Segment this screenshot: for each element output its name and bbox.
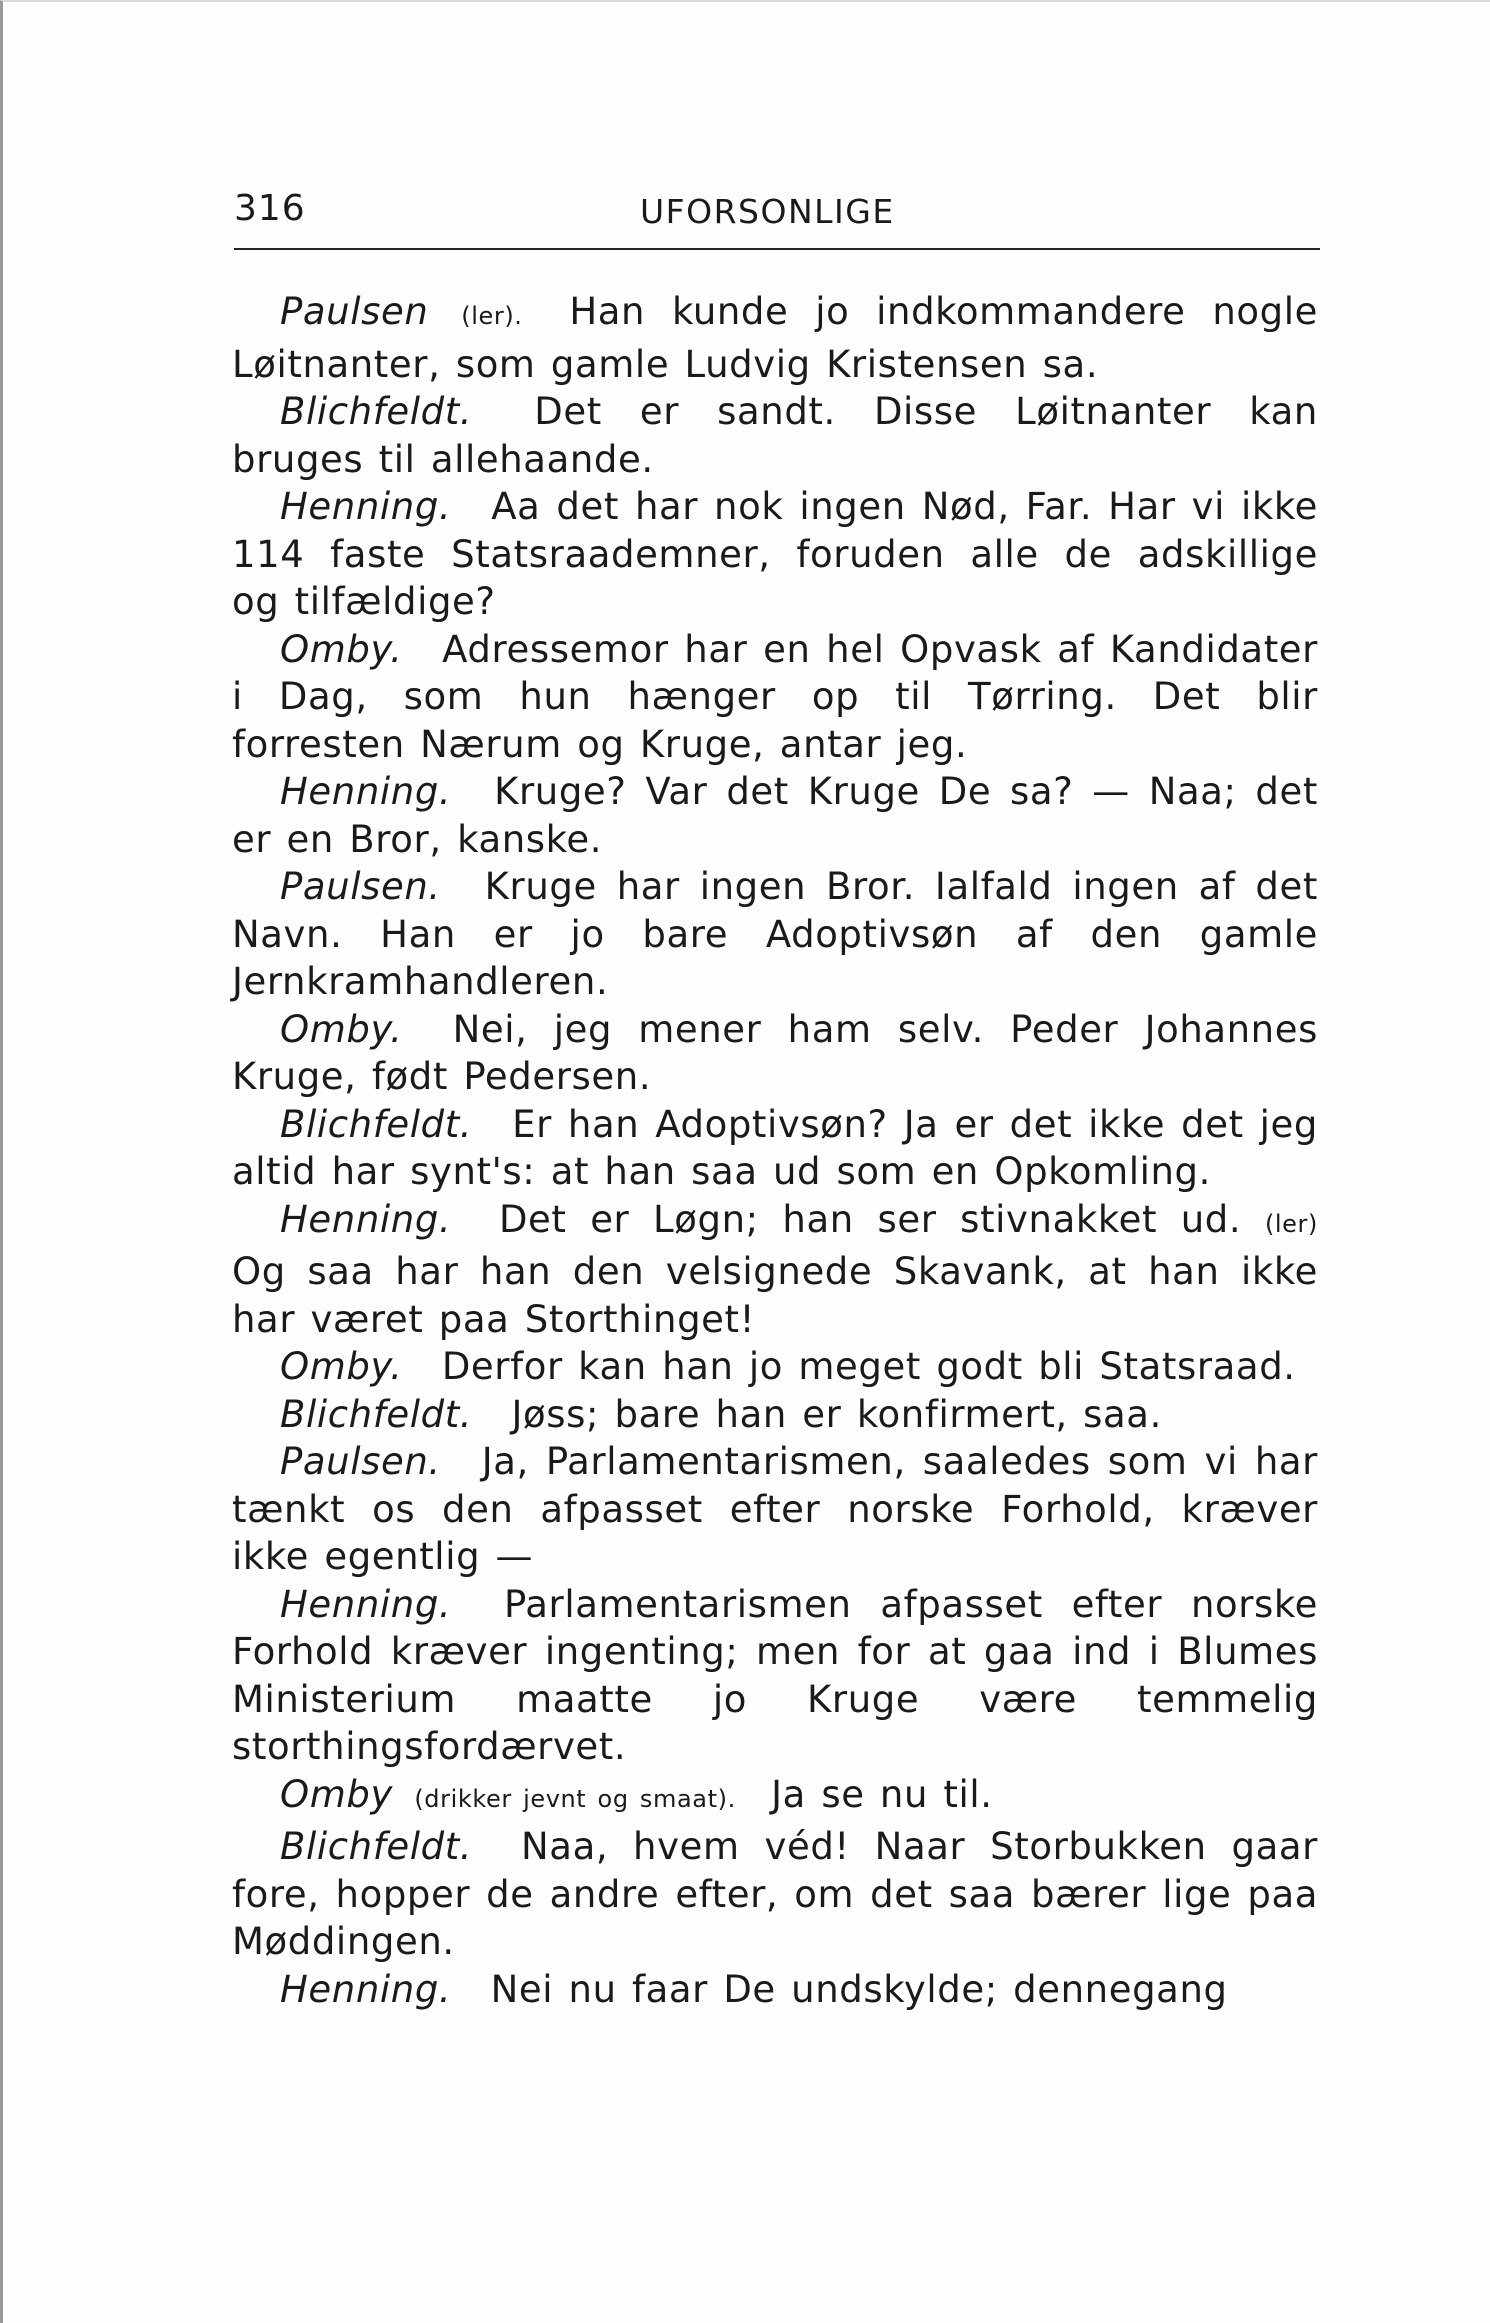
speaker-name: Henning. bbox=[280, 770, 452, 813]
speaker-name: Blichfeldt. bbox=[280, 1825, 473, 1868]
speech-paragraph bbox=[232, 768, 1318, 863]
speech-text: Parlamentarismen afpasset efter norske Forhold kræver ingenting; men for at gaa ind i Blumes Ministerium maatte jo Kruge være temmelig storthingsfordærvet. bbox=[232, 1582, 1318, 1768]
speech-paragraph bbox=[232, 1006, 1318, 1101]
speaker-name: Henning. bbox=[280, 485, 452, 528]
stage-direction: (ler). bbox=[461, 302, 523, 330]
speech-paragraph bbox=[232, 1823, 1318, 1966]
speaker-name: Omby. bbox=[280, 627, 403, 671]
speaker-name: Omby bbox=[280, 1772, 393, 1816]
speech-text: Aa det har nok ingen Nød, Far. Har vi ikke 114 faste Statsraademner, foruden alle de adskillige og tilfældige? bbox=[232, 485, 1318, 623]
speech-paragraph bbox=[232, 1581, 1318, 1771]
speech-paragraph bbox=[232, 288, 1318, 388]
running-title: UFORSONLIGE bbox=[640, 192, 895, 231]
speech-paragraph bbox=[232, 483, 1318, 626]
speaker-name: Blichfeldt. bbox=[280, 1392, 473, 1436]
speech-text: Naa, hvem véd! Naar Storbukken gaar fore, hopper de andre efter, om det saa bærer lige paa Møddingen. bbox=[232, 1825, 1318, 1963]
speech-text: Det er sandt. Disse Løitnanter kan bruges til allehaande. bbox=[232, 390, 1318, 481]
speaker-name: Paulsen bbox=[280, 290, 429, 333]
speech-paragraph bbox=[232, 1391, 1318, 1439]
page-number: 316 bbox=[234, 188, 306, 229]
speech-text: Ja, Parlamentarismen, saaledes som vi har tænkt os den afpasset efter norske Forhold, kræver ikke egentlig — bbox=[232, 1440, 1318, 1578]
speech-text-continued: Og saa har han den velsignede Skavank, at han ikke har været paa Storthinget! bbox=[232, 1250, 1318, 1341]
speech-text: Ja se nu til. bbox=[771, 1772, 993, 1816]
speech-text: Er han Adoptivsøn? Ja er det ikke det jeg altid har synt's: at han saa ud som en Opkomling. bbox=[232, 1102, 1318, 1193]
speech-paragraph bbox=[232, 1966, 1318, 2014]
speech-paragraph bbox=[232, 1438, 1318, 1581]
speech-paragraph bbox=[232, 1196, 1318, 1344]
speech-text: Det er Løgn; han ser stivnakket ud. bbox=[498, 1197, 1242, 1241]
speaker-name: Henning. bbox=[280, 1967, 452, 2011]
speech-text: Kruge har ingen Bror. Ialfald ingen af det Navn. Han er jo bare Adoptivsøn af den gamle Jernkramhandleren. bbox=[232, 865, 1318, 1003]
speech-paragraph bbox=[232, 1101, 1318, 1196]
speech-paragraph bbox=[232, 388, 1318, 483]
speech-paragraph bbox=[232, 1771, 1318, 1824]
speech-text: Nei nu faar De undskylde; dennegang bbox=[490, 1967, 1228, 2011]
speaker-name: Omby. bbox=[280, 1007, 403, 1051]
stage-direction: (drikker jevnt og smaat). bbox=[414, 1784, 736, 1813]
speech-text: Han kunde jo indkommandere nogle Løitnanter, som gamle Ludvig Kristensen sa. bbox=[232, 290, 1318, 386]
page-header bbox=[234, 186, 1320, 250]
speaker-name: Omby. bbox=[280, 1345, 403, 1388]
speech-text: Derfor kan han jo meget godt bli Statsraad. bbox=[441, 1345, 1296, 1388]
speech-text: Jøss; bare han er konfirmert, saa. bbox=[511, 1392, 1162, 1436]
speech-paragraph bbox=[232, 626, 1318, 769]
speech-text: Adressemor har en hel Opvask af Kandidater i Dag, som hun hænger op til Tørring. Det blir forresten Nærum og Kruge, antar jeg. bbox=[232, 627, 1318, 766]
speaker-name: Henning. bbox=[280, 1197, 452, 1241]
speech-text: Nei, jeg mener ham selv. Peder Johannes Kruge, født Pedersen. bbox=[232, 1007, 1318, 1098]
speech-text: Kruge? Var det Kruge De sa? — Naa; det er en Bror, kanske. bbox=[232, 770, 1318, 861]
speaker-name: Blichfeldt. bbox=[280, 390, 473, 433]
speaker-name: Paulsen. bbox=[280, 865, 441, 908]
speaker-name: Henning. bbox=[280, 1582, 452, 1626]
speech-paragraph bbox=[232, 1343, 1318, 1391]
stage-direction: (ler) bbox=[1264, 1209, 1318, 1238]
speech-paragraph bbox=[232, 863, 1318, 1006]
dialogue-body bbox=[232, 288, 1318, 2013]
speaker-name: Paulsen. bbox=[280, 1440, 441, 1483]
speaker-name: Blichfeldt. bbox=[280, 1102, 473, 1146]
